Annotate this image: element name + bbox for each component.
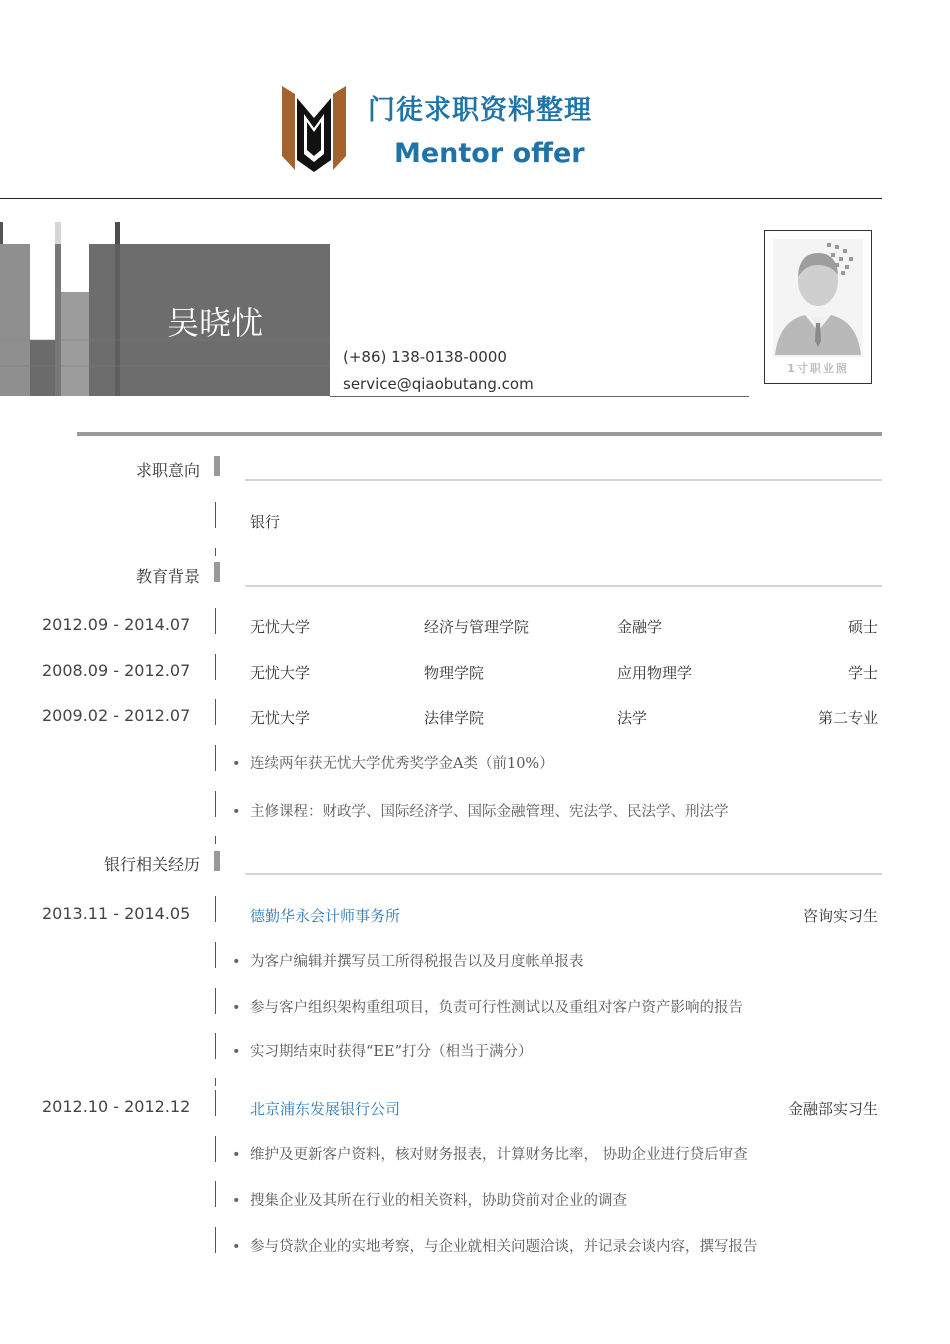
header-divider: [0, 198, 882, 199]
edu-school: 无忧大学: [250, 664, 311, 682]
row-divider: [215, 548, 216, 556]
edu-college: 经济与管理学院: [424, 618, 530, 636]
edu-degree: 硕士: [847, 618, 878, 636]
row-divider: [215, 745, 216, 771]
edu-college: 法律学院: [424, 709, 485, 727]
job-role: 咨询实习生: [802, 907, 878, 925]
brand-name-en: Mentor offer: [394, 138, 585, 169]
candidate-name: 吴晓忧: [166, 304, 263, 342]
edu-date: 2012.09 - 2014.07: [42, 615, 191, 634]
job-date: 2012.10 - 2012.12: [42, 1097, 191, 1116]
edu-date: 2008.09 - 2012.07: [42, 661, 191, 680]
mentor-logo-icon: [280, 84, 348, 174]
row-divider: [215, 1227, 216, 1253]
job-date: 2013.11 - 2014.05: [42, 904, 191, 923]
row-divider: [215, 791, 216, 817]
section-title-education: 教育背景: [135, 567, 200, 586]
job-bullet: • 维护及更新客户资料，核对财务报表，计算财务比率， 协助企业进行贷后审查: [232, 1147, 748, 1163]
edu-school: 无忧大学: [250, 709, 311, 727]
row-divider: [215, 654, 216, 680]
row-divider: [215, 836, 216, 844]
job-intent-value: 银行: [250, 513, 281, 531]
edu-major: 应用物理学: [617, 664, 693, 682]
section-line: [245, 873, 882, 875]
section-line: [245, 585, 882, 587]
section-marker: [214, 851, 220, 871]
edu-college: 物理学院: [424, 664, 485, 682]
row-divider: [215, 608, 216, 634]
job-bullet: • 参与贷款企业的实地考察，与企业就相关问题洽谈，并记录会谈内容，撰写报告: [232, 1239, 758, 1255]
row-divider: [215, 942, 216, 968]
edu-school: 无忧大学: [250, 618, 311, 636]
job-bullet: • 实习期结束时获得“EE”打分（相当于满分）: [232, 1044, 533, 1060]
row-divider: [215, 1078, 216, 1086]
row-divider: [215, 1181, 216, 1207]
section-title-intent: 求职意向: [135, 461, 200, 480]
contact-divider: [330, 396, 749, 397]
photo-caption: 1寸职业照: [787, 362, 849, 375]
row-divider: [215, 1136, 216, 1162]
job-company: 北京浦东发展银行公司: [250, 1100, 401, 1118]
section-line: [245, 479, 882, 481]
row-divider: [215, 1033, 216, 1059]
brand-name-cn: 门徒求职资料整理: [368, 95, 592, 126]
edu-degree: 第二专业: [817, 709, 878, 727]
edu-major: 法学: [617, 709, 648, 727]
row-divider: [215, 988, 216, 1014]
section-marker: [214, 562, 220, 582]
section-top-divider: [77, 432, 882, 436]
row-divider: [215, 502, 216, 528]
row-divider: [215, 699, 216, 725]
job-company: 德勤华永会计师事务所: [250, 907, 401, 925]
section-marker: [214, 456, 220, 476]
row-divider: [215, 896, 216, 922]
section-title-experience: 银行相关经历: [103, 855, 200, 874]
email-address: service@qiaobutang.com: [343, 375, 534, 393]
edu-note: • 主修课程：财政学、国际经济学、国际金融管理、宪法学、民法学、刑法学: [232, 804, 729, 820]
edu-major: 金融学: [617, 618, 663, 636]
job-bullet: • 搜集企业及其所在行业的相关资料，协助贷前对企业的调查: [232, 1193, 627, 1209]
edu-note: • 连续两年获无忧大学优秀奖学金A类（前10%）: [232, 756, 554, 772]
job-role: 金融部实习生: [787, 1100, 878, 1118]
edu-degree: 学士: [847, 664, 878, 682]
job-bullet: • 为客户编辑并撰写员工所得税报告以及月度帐单报表: [232, 954, 584, 970]
phone-number: (+86) 138-0138-0000: [343, 348, 507, 366]
edu-date: 2009.02 - 2012.07: [42, 706, 191, 725]
job-bullet: • 参与客户组织架构重组项目，负责可行性测试以及重组对客户资产影响的报告: [232, 1000, 743, 1016]
row-divider: [215, 1090, 216, 1116]
